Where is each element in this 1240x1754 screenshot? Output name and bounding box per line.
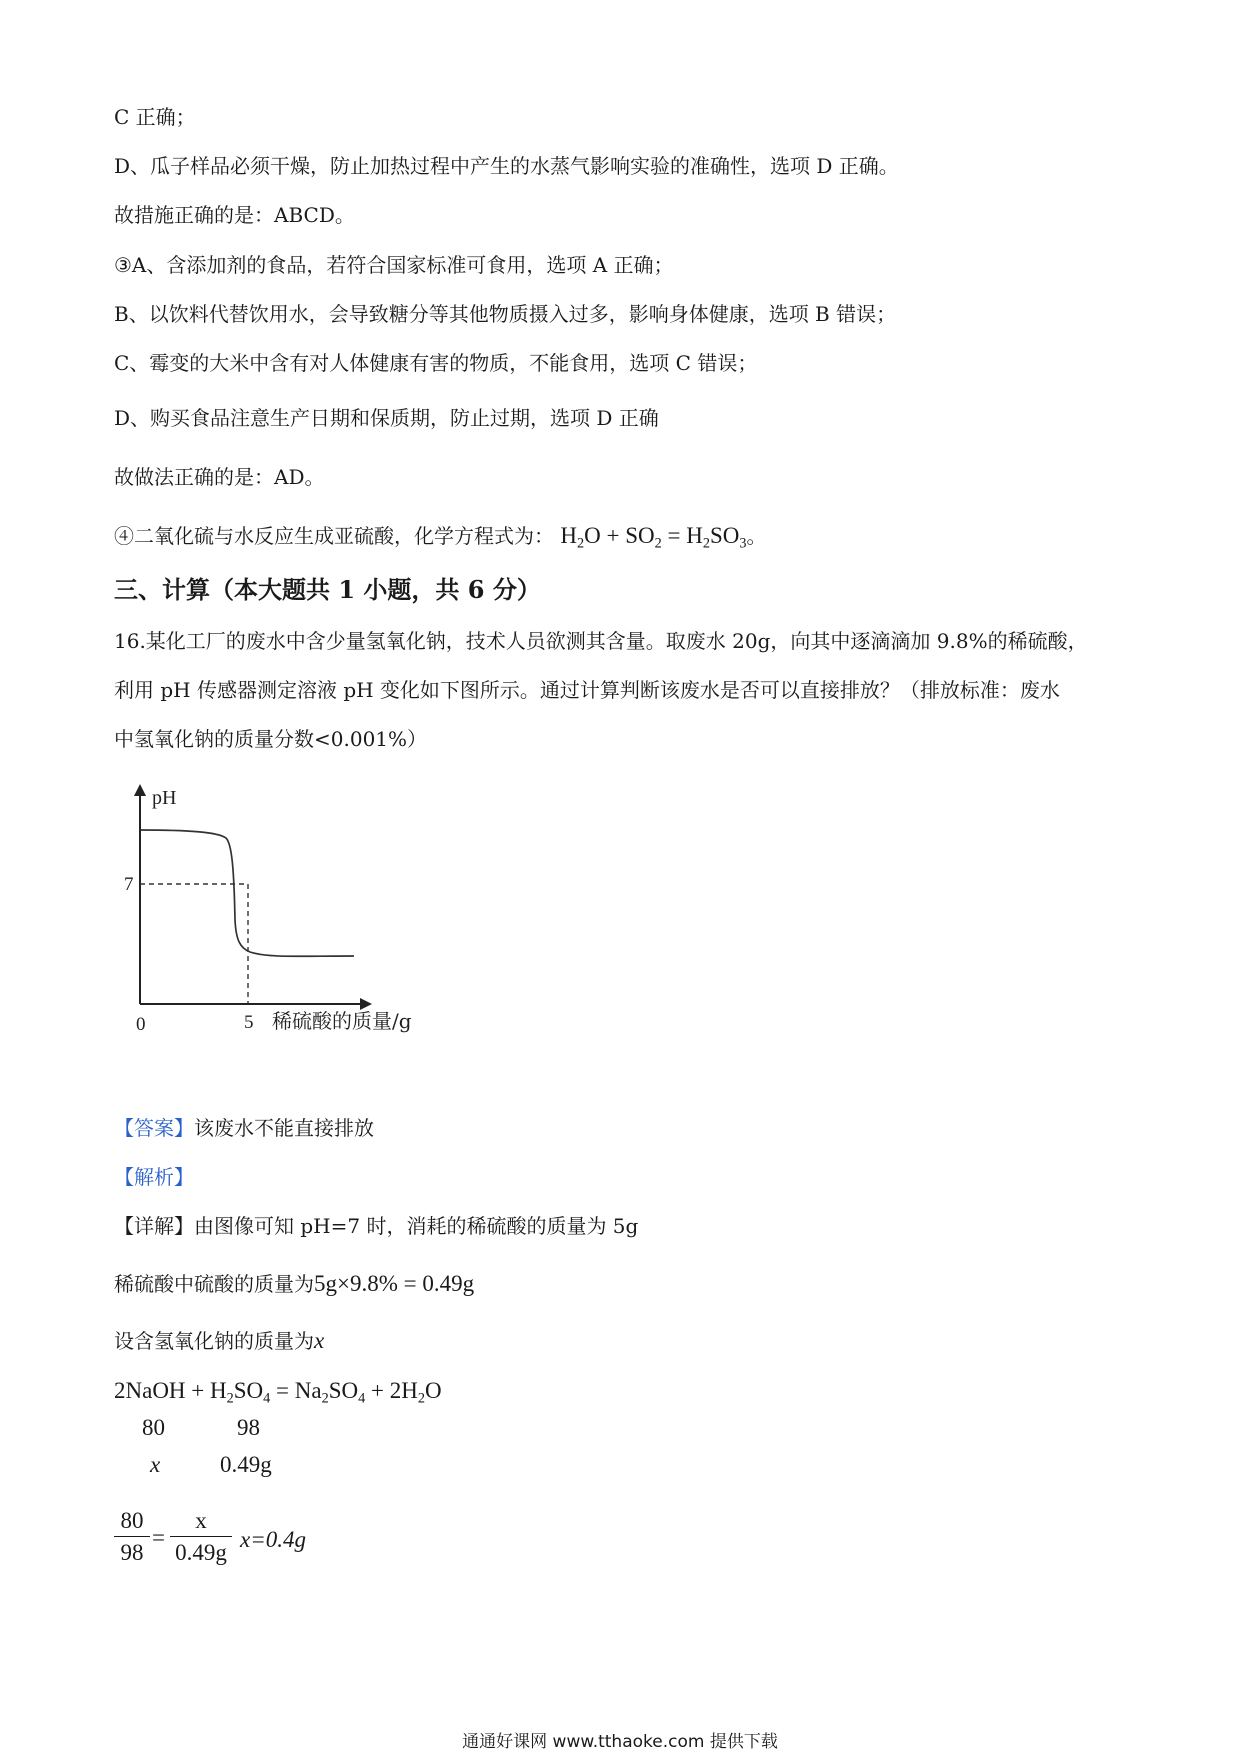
- result: x=0.4g: [240, 1527, 306, 1552]
- calc-line: [114, 1270, 474, 1298]
- x-tick-label: 5: [244, 1012, 254, 1033]
- text-line: B、以饮料代替饮用水，会导致糖分等其他物质摄入过多，影响身体健康，选项 B 错误；: [114, 302, 897, 326]
- equals-sign: =: [152, 1525, 165, 1550]
- detail-line: 【详解】由图像可知 pH=7 时，消耗的稀硫酸的质量为 5g: [114, 1214, 639, 1238]
- answer-line: [114, 1116, 374, 1140]
- x-axis-label: 稀硫酸的质量/g: [272, 1009, 412, 1033]
- fraction-left: [114, 1508, 150, 1566]
- text-line: D、瓜子样品必须干燥，防止加热过程中产生的水蒸气影响实验的准确性，选项 D 正确。: [114, 154, 899, 178]
- text-line: D、购买食品注意生产日期和保质期，防止过期，选项 D 正确: [114, 406, 659, 430]
- question-line: 中氢氧化钠的质量分数<0.001%）: [114, 727, 428, 751]
- text-line: 故措施正确的是：ABCD。: [114, 203, 355, 227]
- fraction-denominator: 98: [120, 1540, 144, 1566]
- section-heading: 三、计算（本大题共 1 小题，共 6 分）: [114, 575, 541, 604]
- ph-curve: [140, 830, 354, 956]
- molar-mass-h2so4: 98: [237, 1415, 260, 1440]
- text-line: 故做法正确的是：AD。: [114, 465, 325, 489]
- fraction-numerator: x: [195, 1508, 207, 1533]
- answer-tag: 【答案】: [114, 1116, 194, 1140]
- known-mass: 0.49g: [220, 1452, 272, 1477]
- x-tick-label: 0: [136, 1014, 146, 1035]
- y-axis-label: pH: [152, 787, 177, 809]
- ph-chart: [108, 780, 428, 1040]
- equation-intro: ④二氧化硫与水反应生成亚硫酸，化学方程式为：: [114, 524, 554, 548]
- question-line: 利用 pH 传感器测定溶液 pH 变化如下图所示。通过计算判断该废水是否可以直接排放？（排放标准：废水: [114, 678, 1060, 702]
- set-x-text: 设含氢氧化钠的质量为: [114, 1329, 314, 1353]
- reaction-equation: 2NaOH + $H_2SO_4 = Na_2SO_4 + 2H_2O$: [114, 1378, 442, 1407]
- equation-line: ④二氧化硫与水反应生成亚硫酸，化学方程式为： $H_2O + SO_2 = H_2SO_3$。: [114, 523, 767, 552]
- text-line: ③A、含添加剂的食品，若符合国家标准可食用，选项 A 正确；: [114, 253, 674, 277]
- text-line: C、霉变的大米中含有对人体健康有害的物质，不能食用，选项 C 错误；: [114, 351, 758, 375]
- fraction-denominator: 0.49g: [175, 1540, 227, 1566]
- molar-mass-naoh: 80: [142, 1415, 165, 1440]
- analysis-tag: 【解析】: [114, 1165, 194, 1189]
- set-x-line: [114, 1327, 324, 1355]
- set-x-var: x: [314, 1328, 325, 1353]
- fraction-right: [170, 1508, 232, 1566]
- text-line: C 正确；: [114, 105, 196, 129]
- fraction-numerator: 80: [120, 1508, 144, 1533]
- page-footer: 通通好课网 www.tthaoke.com 提供下载: [462, 1732, 778, 1752]
- calc-math: 5g×9.8% = 0.49g: [314, 1271, 475, 1296]
- chemical-equation: $H_2O + SO_2 = H_2SO_3$: [560, 523, 747, 552]
- y-axis-arrow: [134, 784, 146, 796]
- answer-text: 该废水不能直接排放: [194, 1116, 374, 1140]
- unknown-x: x: [150, 1452, 161, 1477]
- question-line: 16.某化工厂的废水中含少量氢氧化钠，技术人员欲测其含量。取废水 20g，向其中逐滴滴加 9.8%的稀硫酸，: [114, 629, 1088, 653]
- y-tick-label: 7: [124, 874, 134, 895]
- calc-text: 稀硫酸中硫酸的质量为: [114, 1272, 314, 1296]
